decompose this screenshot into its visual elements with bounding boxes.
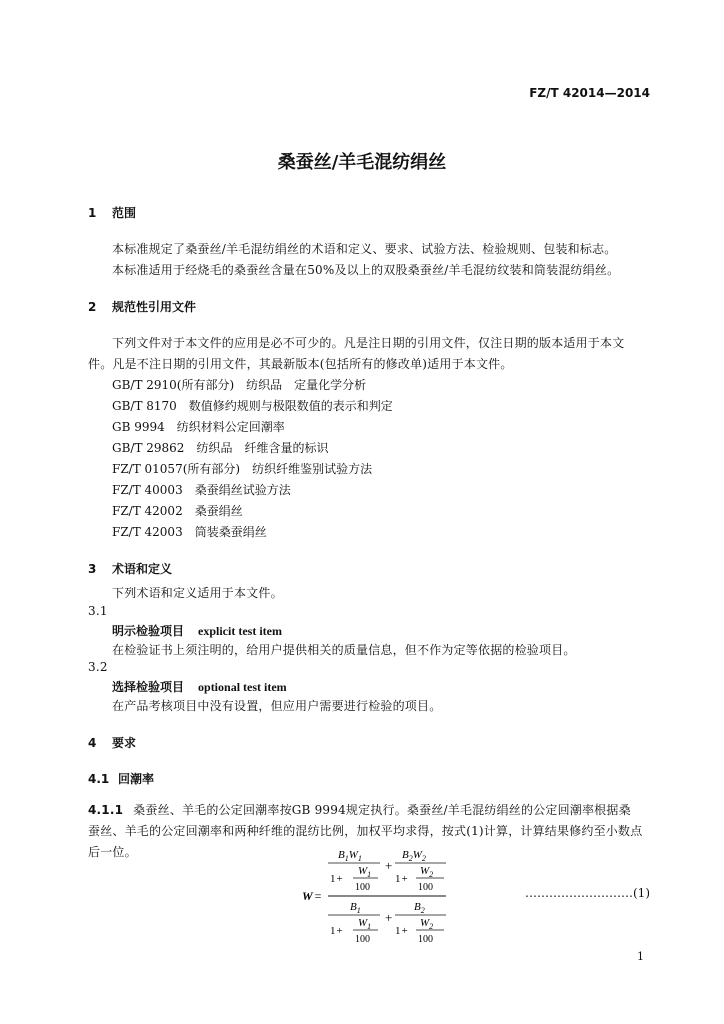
formula-term: $W_2$ xyxy=(420,917,434,931)
section-number: 3 xyxy=(88,562,97,576)
formula-term: 100 xyxy=(418,934,433,945)
subsection-number: 4.1 xyxy=(88,772,110,786)
formula-1 xyxy=(298,844,448,946)
formula-term: 1+ xyxy=(330,873,343,885)
equation-number: (1) xyxy=(633,886,650,900)
clause-number: 4.1.1 xyxy=(88,803,124,817)
formula-term: 100 xyxy=(355,882,370,893)
formula-term: $W_1$ xyxy=(358,917,372,931)
paragraph xyxy=(88,801,631,818)
reference-item: GB 9994 纺织材料公定回潮率 xyxy=(112,420,285,434)
paragraph: 下列术语和定义适用于本文件。 xyxy=(112,586,283,600)
section-title: 范围 xyxy=(112,206,137,220)
reference-item: GB/T 29862 纺织品 纤维含量的标识 xyxy=(112,441,329,455)
paragraph: 蚕丝、羊毛的公定回潮率和两种纤维的混纺比例，加权平均求得，按式(1)计算，计算结果修约至小数点 xyxy=(88,824,643,838)
section-number: 4 xyxy=(88,736,97,750)
section-title: 规范性引用文件 xyxy=(112,300,197,314)
term-cn: 明示检验项目 xyxy=(112,624,185,638)
section-title: 要求 xyxy=(112,736,137,750)
formula-term: $W_2$ xyxy=(420,865,434,879)
formula-plus: + xyxy=(385,910,393,925)
page-number: 1 xyxy=(637,950,644,963)
reference-item: FZ/T 42003 筒装桑蚕绢丝 xyxy=(112,525,267,539)
subsection-heading xyxy=(88,770,154,787)
formula-term: $B_1W_1$ xyxy=(338,849,362,863)
equation-label xyxy=(525,886,650,900)
paragraph: 本标准规定了桑蚕丝/羊毛混纺绢丝的术语和定义、要求、试验方法、检验规则、包装和标志。 xyxy=(112,242,617,256)
formula-term: $B_1$ xyxy=(350,901,361,915)
clause-text: 桑蚕丝、羊毛的公定回潮率按GB 9994规定执行。桑蚕丝/羊毛混纺绢丝的公定回潮率根据桑 xyxy=(133,803,631,817)
section-title: 术语和定义 xyxy=(112,562,173,576)
term-cn: 选择检验项目 xyxy=(112,680,185,694)
paragraph: 件。凡是不注日期的引用文件，其最新版本(包括所有的修改单)适用于本文件。 xyxy=(88,357,513,371)
formula-plus: + xyxy=(385,858,393,873)
formula-term: 1+ xyxy=(395,925,408,937)
formula-term: 100 xyxy=(355,934,370,945)
paragraph: 本标准适用于经烧毛的桑蚕丝含量在50%及以上的双股桑蚕丝/羊毛混纺纹装和筒装混纺绢丝。 xyxy=(112,263,620,277)
document-title: 桑蚕丝/羊毛混纺绢丝 xyxy=(277,152,447,173)
section-3-heading xyxy=(88,560,172,577)
section-2-heading xyxy=(88,298,196,315)
term-number: 3.2 xyxy=(88,660,108,674)
term-heading xyxy=(112,622,282,639)
paragraph: 后一位。 xyxy=(88,845,137,859)
section-1-heading xyxy=(88,204,136,221)
section-number: 1 xyxy=(88,206,97,220)
reference-item: FZ/T 42002 桑蚕绢丝 xyxy=(112,504,243,518)
formula-term: 1+ xyxy=(395,873,408,885)
reference-item: FZ/T 40003 桑蚕绢丝试验方法 xyxy=(112,483,291,497)
equation-leader-dots: ……………………… xyxy=(525,886,633,900)
term-en: explicit test item xyxy=(198,624,282,638)
reference-item: GB/T 2910(所有部分) 纺织品 定量化学分析 xyxy=(112,378,367,392)
formula-lhs: W = xyxy=(302,889,322,903)
term-definition: 在产品考核项目中没有设置，但应用户需要进行检验的项目。 xyxy=(112,699,442,713)
formula-denominator xyxy=(328,901,446,945)
formula-term: $B_2$ xyxy=(414,901,425,915)
term-definition: 在检验证书上须注明的，给用户提供相关的质量信息，但不作为定等依据的检验项目。 xyxy=(112,643,576,657)
section-number: 2 xyxy=(88,300,97,314)
subsection-title: 回潮率 xyxy=(118,772,155,786)
formula-term: $B_2W_2$ xyxy=(402,849,426,863)
reference-item: GB/T 8170 数值修约规则与极限数值的表示和判定 xyxy=(112,399,393,413)
formula-term: $W_1$ xyxy=(358,865,372,879)
section-4-heading xyxy=(88,734,136,751)
standard-code: FZ/T 42014—2014 xyxy=(529,86,650,100)
formula-term: 1+ xyxy=(330,925,343,937)
term-en: optional test item xyxy=(198,680,287,694)
formula-numerator xyxy=(328,849,446,893)
reference-item: FZ/T 01057(所有部分) 纺织纤维鉴别试验方法 xyxy=(112,462,373,476)
paragraph: 下列文件对于本文件的应用是必不可少的。凡是注日期的引用文件，仅注日期的版本适用于本文 xyxy=(112,336,625,350)
term-heading xyxy=(112,678,287,695)
formula-term: 100 xyxy=(418,882,433,893)
term-number: 3.1 xyxy=(88,604,108,618)
